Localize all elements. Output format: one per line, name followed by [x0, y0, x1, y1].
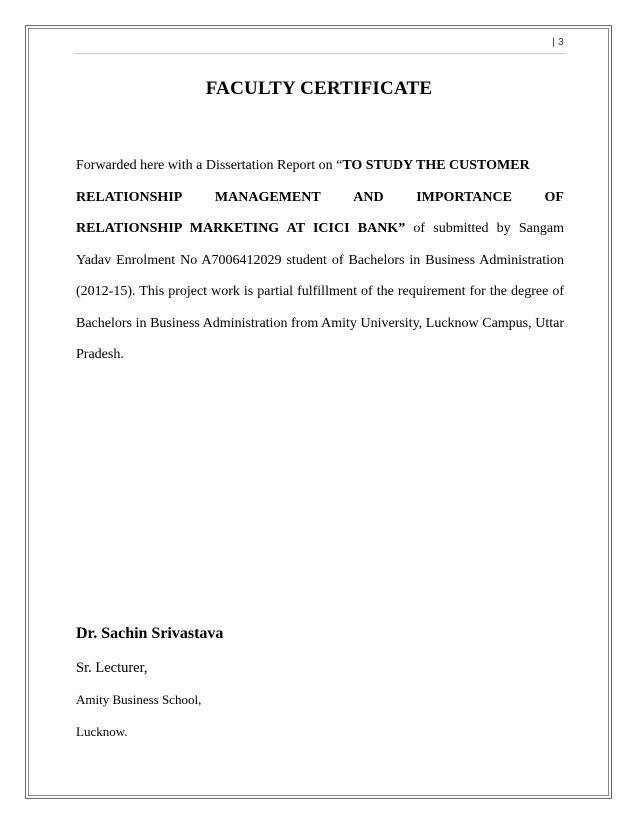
topic-word: AND	[353, 189, 384, 205]
signatory-designation: Sr. Lecturer,	[76, 660, 148, 676]
body-paragraph-rest	[76, 213, 564, 371]
topic-part-3: RELATIONSHIP MARKETING AT ICICI BANK”	[76, 221, 406, 236]
topic-part-1: TO STUDY THE CUSTOMER	[342, 158, 530, 173]
certificate-body	[76, 150, 564, 371]
topic-word: RELATIONSHIP	[76, 189, 183, 205]
page-title: FACULTY CERTIFICATE	[205, 78, 433, 99]
topic-line-2	[76, 182, 564, 214]
signature-block	[76, 623, 536, 743]
body-intro: Forwarded here with a Dissertation Report on “	[76, 158, 343, 173]
signatory-city: Lucknow.	[76, 724, 128, 739]
body-line-1	[76, 150, 564, 182]
header-rule	[74, 53, 566, 54]
topic-word: IMPORTANCE	[416, 189, 512, 205]
body-rest: of submitted by Sangam Yadav Enrolment No A7006412029 student of Bachelors in Business Administration (2012-15). This project work is partial fulfillment of the requirement for the degree of Bachelors in Business Administration from Amity University, Lucknow Campus, Uttar Pradesh.	[76, 221, 564, 362]
topic-word: OF	[544, 189, 564, 205]
signatory-school: Amity Business School,	[76, 692, 202, 707]
page-number: | 3	[552, 37, 564, 48]
signatory-name: Dr. Sachin Srivastava	[76, 625, 224, 642]
topic-word: MANAGEMENT	[214, 189, 321, 205]
